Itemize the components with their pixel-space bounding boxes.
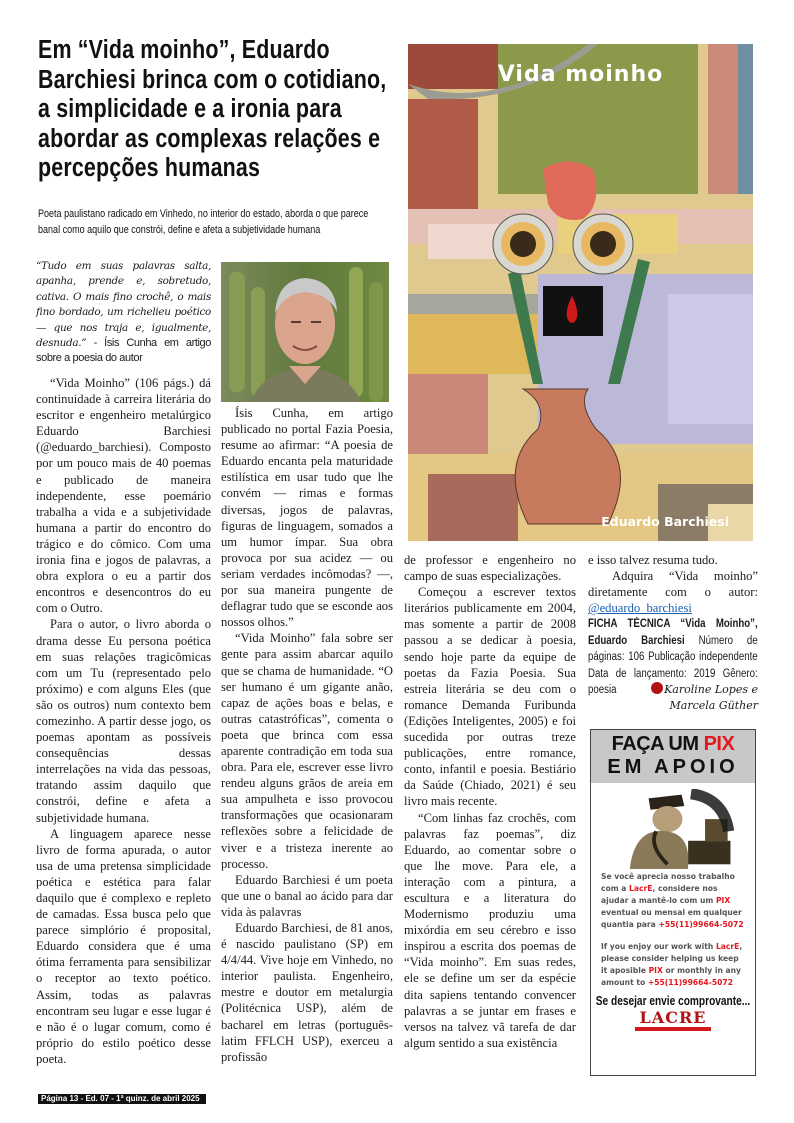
article-column-3 bbox=[404, 552, 576, 1051]
ad-brand: LacrE bbox=[629, 884, 653, 893]
article-column-4 bbox=[588, 552, 758, 714]
ad-text-en-2: , please consider helping us keep it aposible bbox=[601, 942, 743, 975]
pix-donation-ad[interactable] bbox=[590, 729, 756, 1076]
paragraph: Ísis Cunha, em artigo publicado no portal Fazia Poesia, resume ao afirmar: “A poesia de Eduardo encanta pela maturidade estilística em usar tudo que lhe convém — rimas e formas diversas, jogos de palavras, figuras de linguagem, somados a um humor ímpar. Sua obra provoca por sua acidez — ou seriam verdades incômodas? —, por sua maneira pungente de deflagrar tudo que se esconde aos nossos olhos.” bbox=[221, 406, 393, 630]
paragraph: Para o autor, o livro aborda o drama desse Eu persona poética em suas relações tragicômicas com um Tu (representado pelo próximo) e com alguns Eles (que são os outros) num contexto bem comezinho. A partir desse jogo, os poemas apontam as possíveis consequências dessas interrelações na vida das pessoas, tratando assim daquilo que constrói, define e afeta a subjetividade humana. bbox=[36, 617, 211, 825]
author-photo bbox=[221, 262, 389, 402]
paragraph: “Com linhas faz crochês, com palavras faz poemas”, diz Eduardo, ao comentar sobre o que lhe move. Para ele, a interação com a pintura, a escultura e a literatura do Modernismo produziu uma mixórdia em seu cérebro e isso inspirou a escrita dos poemas de “Vida moinho”. Em suas redes, ele se define um ser da espécie dita sapiens tentando convencer palavras a se juntar em frases e versos na talvez vã tarefa de dar algum sentido a sua existência bbox=[404, 810, 576, 1050]
ad-text-pt bbox=[591, 871, 755, 931]
ad-header bbox=[591, 730, 755, 783]
ad-phone: +55(11)99664-5072 bbox=[647, 978, 733, 987]
paragraph: Começou a escrever textos literários publicamente em 2004, mas somente a partir de 2008 passou a se dedicar à poesia, sendo hoje parte da equipe de poetas da Fazia Poesia. Sua estreia literária se deu com o romance Demanda Furibunda (Edições Inteligentes, 2005) e foi sucedida por outras treze publicações, entre romance, conto, infantil e poesia. Bestiário da Saúde (Chiado, 2021) é seu livro mais recente. bbox=[404, 585, 576, 809]
lacre-logo-text: LACRE bbox=[639, 1008, 707, 1027]
technical-sheet-body: Número de páginas: 106 Publicação independente Data de lançamento: 2019 Gênero: poesia bbox=[588, 634, 758, 697]
purchase-paragraph bbox=[588, 568, 758, 616]
red-dot-icon bbox=[651, 682, 663, 694]
paragraph: e isso talvez resuma tudo. bbox=[588, 553, 718, 567]
ad-pix-word: PIX bbox=[715, 896, 731, 905]
article-column-1 bbox=[36, 375, 211, 1067]
ad-phone: +55(11)99664-5072 bbox=[658, 920, 744, 929]
article-headline: Em “Vida moinho”, Eduardo Barchiesi brinca com o cotidiano, a simplicidade e a ironia para abordar as complexas relações e percepções humanas bbox=[38, 36, 387, 182]
ad-header-line1: FAÇA UM bbox=[611, 733, 704, 755]
article-column-2 bbox=[221, 405, 393, 1065]
article-subhead: Poeta paulistano radicado em Vinhedo, no interior do estado, aborda o que parece banal como aquilo que constrói, define e afeta a subjetividade humana bbox=[38, 208, 369, 236]
pull-quote-attribution: - Ísis Cunha em artigo sobre a poesia do autor bbox=[36, 337, 211, 365]
ad-header-pix: PIX bbox=[703, 733, 735, 755]
lacre-logo bbox=[591, 1009, 755, 1031]
credit-line-1: Karoline Lopes e bbox=[664, 683, 758, 697]
paragraph: “Vida Moinho” fala sobre ser gente para assim abarcar aquilo que se chama de humanidade. “O ser humano é um gigante anão, capaz de ações boas e belas, e outras catastróficas”, comenta o poeta que brinca com essa aparente contradição em toda sua obra. Para ele, escrever esse livro rendeu alguns grãos de areia em sua ampulheta e isso provocou transformações que ocasionaram reflexões sobre a felicidade de viver e a tristeza inerente ao processo. bbox=[221, 631, 393, 871]
cover-author: Eduardo Barchiesi bbox=[601, 514, 729, 529]
ad-text-en-3: or monthly in any amount to bbox=[601, 966, 742, 987]
ad-header-line2: EM APOIO bbox=[607, 756, 739, 778]
ad-text-en-1: If you enjoy our work with bbox=[601, 942, 716, 951]
paragraph: de professor e engenheiro no campo de suas especializações. bbox=[404, 553, 576, 584]
ad-brand: LacrE bbox=[715, 942, 740, 951]
ad-text-en bbox=[591, 941, 755, 989]
paragraph: “Vida Moinho” (106 págs.) dá continuidade à carreira literária do escritor e engenheiro metalúrgico Eduardo Barchiesi (@eduardo_barchiesi). Composto por um pouco mais de 40 poemas e publicado de maneira independente, esse poemário trabalha a vida e a subjetividade humana a partir do encontro do trágico e do cômico. Com uma ironia fina e jogos de palavras, a obra explora o eu a partir dos encontros e desencontros do eu com o Outro. bbox=[36, 376, 211, 616]
ad-pix-word: PIX bbox=[648, 966, 663, 975]
credit-line-2: Marcela Güther bbox=[669, 699, 758, 713]
cover-painting-image bbox=[408, 44, 753, 541]
page-footer: Página 13 - Ed. 07 - 1ª quinz. de abril 2025 bbox=[38, 1094, 206, 1104]
paragraph: A linguagem aparece nesse livro de forma apurada, o autor usa de uma pretensa simplicidade poética e estética para falar daquilo que é complexo e repleto de camadas. Essa busca pelo que parece simplório é proposital, Eduardo considera que é uma ótima ferramenta para sensibilizar o receptor ao texto poético. Assim, todas as palavras encontram seu lugar e esse lugar é e não é o lugar comum, como é próprio do estilo poético desse poeta. bbox=[36, 826, 211, 1066]
paragraph: Eduardo Barchiesi, de 81 anos, é nascido paulistano (SP) em 4/4/44. Vive hoje em Vinhedo, no interior paulista. Engenheiro, mestre e doutor em metalurgia (Politécnica USP), além de bacharel em letras (português-latim FFLCH USP), exerceu a profissão bbox=[221, 921, 393, 1064]
ad-text-pt-2: , considere nos ajudar a mantê-lo com um bbox=[601, 884, 718, 905]
typewriter-man-illustration bbox=[607, 789, 739, 869]
ad-send-receipt-text: Se desejar envie comprovante... bbox=[595, 993, 751, 1008]
pull-quote bbox=[36, 259, 211, 367]
technical-sheet-label: FICHA TÉCNICA “Vida Moinho”, Eduardo Barchiesi bbox=[588, 618, 758, 647]
purchase-text: Adquira “Vida moinho” diretamente com o autor: bbox=[588, 569, 758, 600]
book-cover bbox=[408, 44, 753, 541]
ad-text-pt-3: eventual ou mensal em qualquer quantia para bbox=[601, 908, 742, 929]
cover-title: Vida moinho bbox=[497, 62, 664, 87]
ad-text-pt-1: Se você aprecia nosso trabalho com a bbox=[601, 872, 735, 893]
paragraph: Eduardo Barchiesi é um poeta que une o banal ao ácido para dar vida às palavras bbox=[221, 872, 393, 919]
pull-quote-text: “Tudo em suas palavras salta, apanha, prende e, sobretudo, cativa. O mais fino crochê, o mais fino bordado, um richelieu poético — que nos traja e, igualmente, desnuda.” bbox=[36, 260, 211, 350]
author-portrait-image bbox=[221, 262, 389, 402]
author-instagram-link[interactable]: @eduardo_barchiesi bbox=[588, 601, 692, 616]
